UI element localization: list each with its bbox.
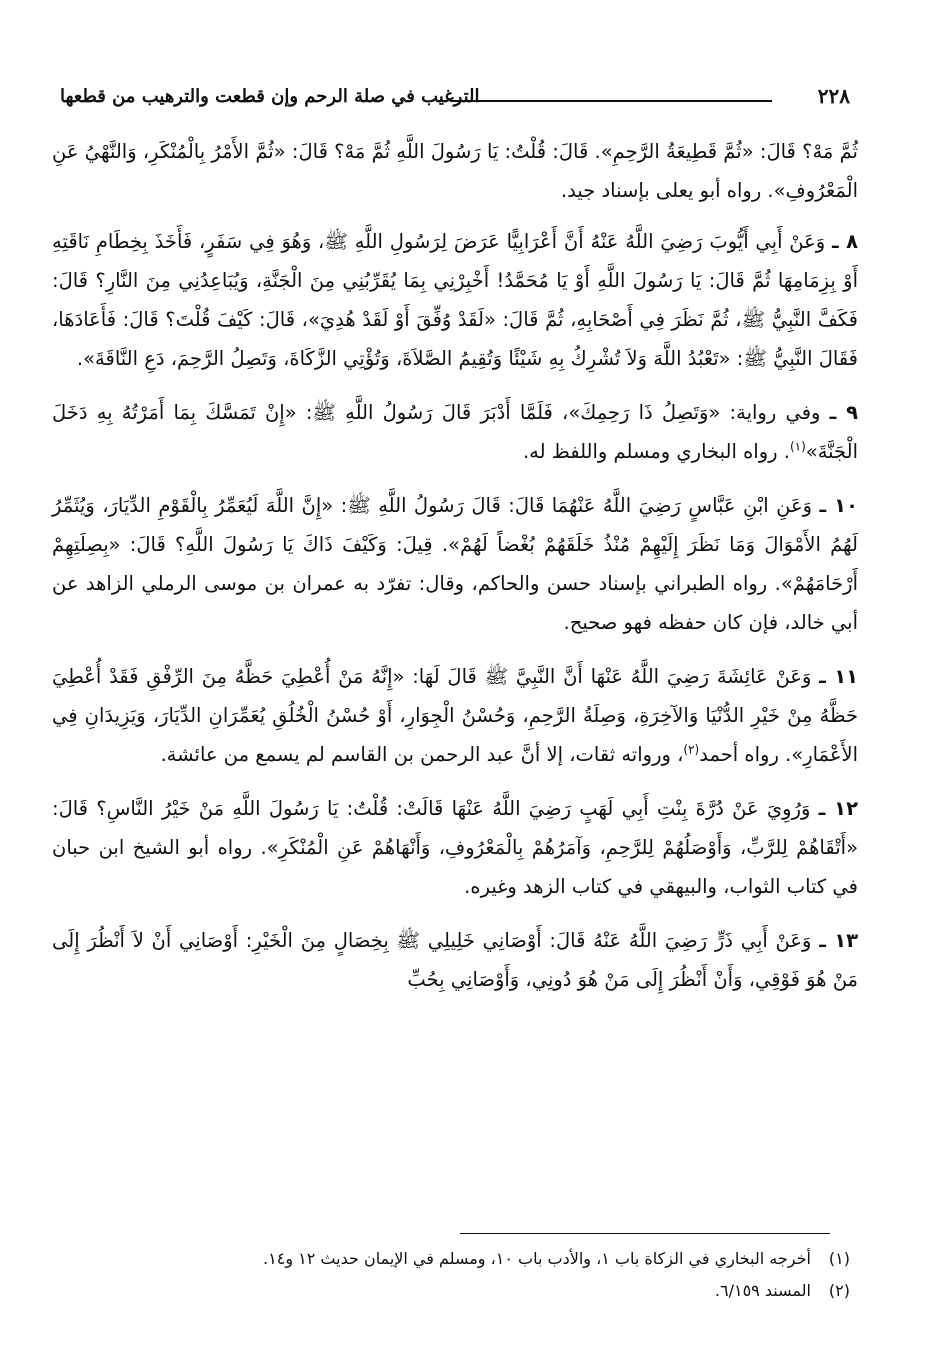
paragraph-text: وَعَنْ عَائِشَةَ رَضِيَ اللَّهُ عَنْهَا أَنَّ النَّبِيَّ ﷺ قَالَ لَهَا: «إِنَّهُ مَنْ أُعْطِيَ حَظَّهُ مِنَ الرِّفْقِ فَقَدْ أُعْطِيَ حَظَّهُ مِنْ خَيْرِ الدُّنْيَا وَالآخِرَةِ، وَصِلَةُ الرَّحِمِ، وَحُسْنُ الْجِوَارِ، أَوْ حُسْنُ الْخُلُقِ يُعَمِّرَانِ الدِّيَارَ، وَيَزِيدَانِ فِي الأَعْمَارِ». رواه أحمد [52, 665, 858, 766]
paragraph-tail: ، ورواته ثقات، إلا أنَّ عبد الرحمن بن القاسم لم يسمع من عائشة. [160, 743, 684, 766]
paragraph-text: وَعَنْ أَبِي أَيُّوبَ رَضِيَ اللَّهُ عَنْهُ أَنَّ أَعْرَابِيًّا عَرَضَ لِرَسُولِ اللَّهِ ﷺ، وَهُوَ فِي سَفَرٍ، فَأَخَذَ بِخِطَامِ نَاقَتِهِ أَوْ بِزِمَامِهَا ثُمَّ قَالَ: يَا رَسُولَ اللَّهِ أَوْ يَا مُحَمَّدُ! أَخْبِرْنِي بِمَا يُقَرِّبُنِي مِنَ الْجَنَّةِ، وَيُبَاعِدُنِي مِنَ النَّارِ؟ قَالَ: فَكَفَّ النَّبِيُّ ﷺ، ثُمَّ نَظَرَ فِي أَصْحَابِهِ، ثُمَّ قَالَ: «لَقَدْ وُفِّقَ أَوْ لَقَدْ هُدِيَ»، قَالَ: كَيْفَ قُلْتَ؟ قَالَ: فَأَعَادَهَا، فَقَالَ النَّبِيُّ ﷺ: «تَعْبُدُ اللَّهَ وَلاَ تُشْرِكُ بِهِ شَيْئًا وَتُقِيمُ الصَّلاَةَ، وَتُؤْتِي الزَّكَاةَ، وَتَصِلُ الرَّحِمَ، دَعِ النَّاقَةَ». [52, 230, 858, 370]
footnote-text: المسند ٦/١٥٩. [714, 1281, 811, 1300]
footnotes [60, 1243, 850, 1307]
hadith-10 [52, 486, 858, 642]
footnote-ref[interactable]: (٢) [683, 742, 700, 757]
footnote-separator [460, 1233, 830, 1234]
footnote-text: أخرجه البخاري في الزكاة باب ١، والأدب باب ١٠، ومسلم في الإيمان حديث ١٢ و١٤. [263, 1249, 811, 1268]
hadith-number: ٨ ـ [832, 230, 858, 253]
header-rule [450, 100, 772, 102]
footnote-ref[interactable]: (١) [789, 439, 806, 454]
footnote-2 [60, 1275, 850, 1307]
hadith-number: ١١ ـ [819, 665, 858, 688]
hadith-number: ١٢ ـ [818, 797, 858, 820]
main-text [52, 132, 858, 1014]
paragraph-text: ثُمَّ مَهْ؟ قَالَ: «ثُمَّ قَطِيعَةُ الرَّحِمِ». قَالَ: قُلْتُ: يَا رَسُولَ اللَّهِ ثُمَّ مَهْ؟ قَالَ: «ثُمَّ الأَمْرُ بِالْمُنْكَرِ، وَالنَّهْيُ عَنِ الْمَعْرُوفِ». رواه أبو يعلى بإسناد جيد. [52, 140, 858, 202]
hadith-number: ١٠ ـ [819, 494, 858, 517]
hadith-12 [52, 789, 858, 906]
footnote-mark: (٢) [828, 1281, 850, 1300]
paragraph-text: وَعَنِ ابْنِ عَبَّاسٍ رَضِيَ اللَّهُ عَنْهُمَا قَالَ: قَالَ رَسُولُ اللَّهِ ﷺ: «إِنَّ اللَّهَ لَيُعَمِّرُ بِالْقَوْمِ الدِّيَارَ، وَيُثَمِّرُ لَهُمُ الأَمْوَالَ وَمَا نَظَرَ إِلَيْهِمْ مُنْذُ خَلَقَهُمْ بُغْضاً لَهُمْ». قِيلَ: وَكَيْفَ ذَاكَ يَا رَسُولَ اللَّهِ؟ قَالَ: «بِصِلَتِهِمْ أَرْحَامَهُمْ». رواه الطبراني بإسناد حسن والحاكم، وقال: تفرّد به عمران بن موسى الرملي الزاهد عن أبي خالد، فإن كان حفظه فهو صحيح. [52, 494, 858, 634]
footnote-mark: (١) [828, 1249, 850, 1268]
hadith-number: ٩ ـ [829, 401, 858, 424]
paragraph-tail: . رواه البخاري ومسلم واللفظ له. [522, 440, 790, 463]
hadith-13 [52, 921, 858, 999]
page-header [60, 84, 850, 114]
paragraph-continuation [52, 132, 858, 210]
hadith-11 [52, 657, 858, 774]
page-number: ٢٢٨ [817, 84, 850, 108]
hadith-8 [52, 222, 858, 378]
hadith-9 [52, 393, 858, 471]
paragraph-text: وفي رواية: «وَتَصِلُ ذَا رَحِمِكَ»، فَلَمَّا أَدْبَرَ قَالَ رَسُولُ اللَّهِ ﷺ: «إِنْ تَمَسَّكَ بِمَا أَمَرْتُهُ بِهِ دَخَلَ الْجَنَّةَ» [52, 401, 858, 463]
paragraph-text: وَرُوِيَ عَنْ دُرَّةَ بِنْتِ أَبِي لَهَبٍ رَضِيَ اللَّهُ عَنْهَا قَالَتْ: قُلْتُ: يَا رَسُولَ اللَّهِ مَنْ خَيْرُ النَّاسِ؟ قَالَ: «أَتْقَاهُمْ لِلرَّبِّ، وَأَوْصَلُهُمْ لِلرَّحِمِ، وَآمَرُهُمْ بِالْمَعْرُوفِ، وَأَنْهَاهُمْ عَنِ الْمُنْكَرِ». رواه أبو الشيخ ابن حبان في كتاب الثواب، والبيهقي في كتاب الزهد وغيره. [52, 797, 858, 898]
paragraph-text: وَعَنْ أَبِي ذَرٍّ رَضِيَ اللَّهُ عَنْهُ قَالَ: أَوْصَانِي خَلِيلِي ﷺ بِخِصَالٍ مِنَ الْخَيْرِ: أَوْصَانِي أَنْ لاَ أَنْظُرَ إِلَى مَنْ هُوَ فَوْقِي، وَأَنْ أَنْظُرَ إِلَى مَنْ هُوَ دُونِي، وَأَوْصَانِي بِحُبِّ [52, 929, 858, 991]
footnote-1 [60, 1243, 850, 1275]
hadith-number: ١٣ ـ [819, 929, 858, 952]
running-title: الترغيب في صلة الرحم وإن قطعت والترهيب من قطعها [60, 86, 480, 107]
